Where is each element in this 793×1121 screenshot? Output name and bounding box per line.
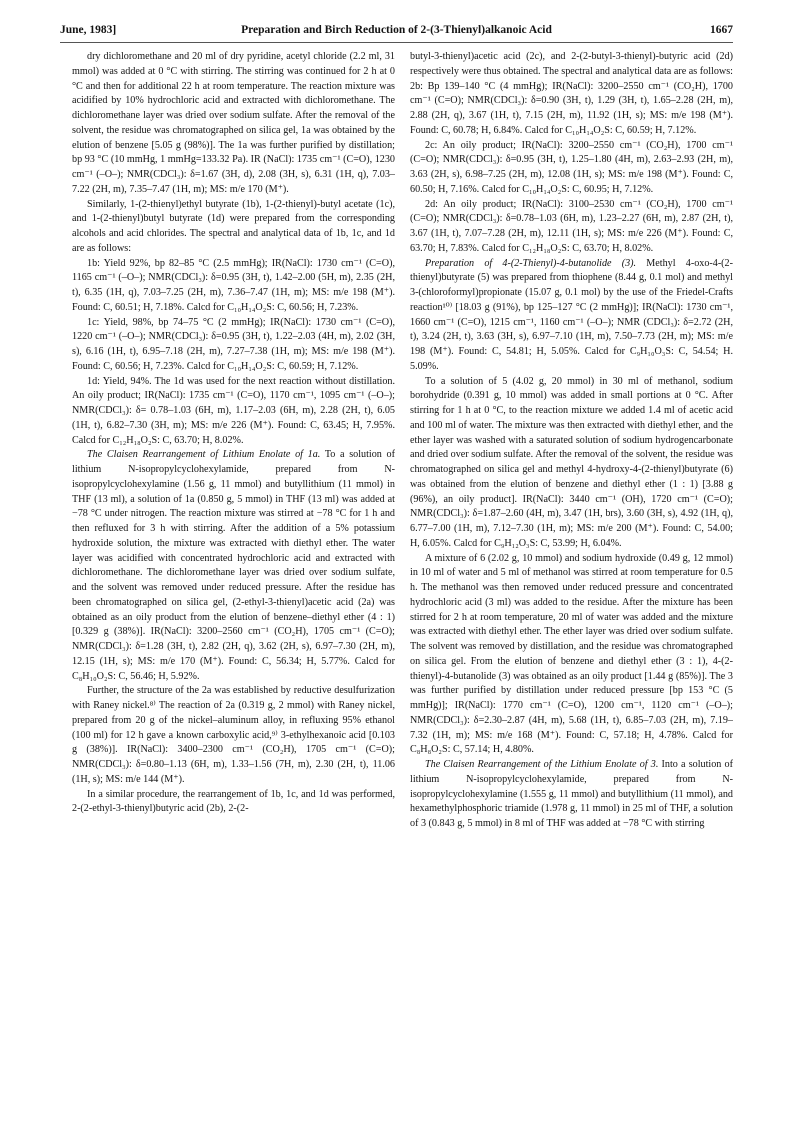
paragraph-text: 2c: An oily product; IR(NaCl): 3200–2550 cm⁻¹ (CO₂H), 1700 cm⁻¹ (C=O); NMR(CDCl₃): δ=0.95 (3H, t), 1.25–1.80 (4H, m), 2.63–2.93 (2H, m), 3.63 (2H, s), 6.98–7.25 (2H, m), 12.08 (1H, s); MS: m/e 198 (M⁺). Found: C, 60.50; H, 7.16%. Calcd for C₁₀H₁₄O₂S: C, 60.95; H, 7.12%. [410,139,733,195]
issue-date: June, 1983] [60,24,117,36]
paragraph [72,375,395,449]
right-column [410,50,733,832]
paragraph-text: Methyl 4-oxo-4-(2-thienyl)butyrate (5) was prepared from thiophene (8.44 g, 0.1 mol) and methyl 3-(chloroformyl)propionate (15.07 g, 0.1 mol) by the use of the Friedel-Crafts reaction¹⁰⁾ [18.03 g (91%), bp 125–127 °C (2 mmHg)]; IR(NaCl): 1730 cm⁻¹, 1660 cm⁻¹ (C=O), 1215 cm⁻¹, 1160 cm⁻¹ (–O–); NMR (CDCl₃): δ=2.72 (2H, t), 3.24 (2H, t), 3.63 (3H, s), 6.97–7.10 (1H, m), 7.50–7.73 (2H, m); MS: m/e 198 (M⁺). Found: C, 54.81; H, 5.05%. Calcd for C₉H₁₀O₃S: C, 54.54; H. 5.09%. [410,257,733,372]
paragraph [72,198,395,257]
left-column [72,50,395,817]
page-number: 1667 [710,24,733,36]
running-header [60,22,733,43]
paragraph [410,758,733,832]
paragraph-text: dry dichloromethane and 20 ml of dry pyridine, acetyl chloride (2.2 ml, 31 mmol) was added at 0 °C with stirring. The stirring was continued for 2 h at 0 °C and then for additional 22 h at room temperature. The reaction mixture was acidified by 10% hydrochloric acid and extracted with dichloromethane. The dichloromethane layer was dried over sodium sulfate. After the removal of the solvent, the residue was chromatographed on silica gel, 1a was obtained by the elution of benzene [5.05 g (98%)]. The 1a was further purified by distillation; bp 93 °C (10 mmHg, 1 mmHg=133.32 Pa). IR (NaCl): 1735 cm⁻¹ (C=O), 1230 cm⁻¹ (–O–); NMR(CDCl₃): δ=1.67 (3H, d), 2.08 (3H, s), 6.31 (1H, q), 7.03–7.22 (2H, m), 7.35–7.47 (1H, m); MS: m/e 170 (M⁺). [72,51,395,195]
paragraph [410,139,733,198]
paragraph [410,50,733,139]
paragraph-text: Into a solution of lithium N-isopropylcyclohexylamide, prepared from N-isopropylcyclohexylamine (1.555 g, 11 mmol) and butyllithium (11 mmol), and hexamethylphosphoric triamide (1.978 g, 11 mmol) in 25 ml of THF, a solution of 3 (0.843 g, 5 mmol) in 8 ml of THF was added at −78 °C with stirring [410,759,733,829]
paragraph [72,316,395,375]
section-heading: The Claisen Rearrangement of the Lithium Enolate of 3. [425,759,659,770]
paragraph [72,257,395,316]
paragraph-text: Similarly, 1-(2-thienyl)ethyl butyrate (1b), 1-(2-thienyl)-butyl acetate (1c), and 1-(2-thienyl)butyl butyrate (1d) were prepared from the corresponding alcohols and acid chlorides. The spectral and analytical data of 1b, 1c, and 1d are as follows: [72,198,395,254]
paragraph-text: 1d: Yield, 94%. The 1d was used for the next reaction without distillation. An oily product; IR(NaCl): 1735 cm⁻¹ (C=O), 1170 cm⁻¹, 1095 cm⁻¹ (–O–); NMR(CDCl₃): δ= 0.78–1.03 (6H, m), 1.17–2.03 (6H, m), 2.28 (2H, t), 6.05 (1H, t), 6.82–7.30 (3H, m); MS: m/e 226 (M⁺). Found: C, 63.45; H, 7.95%. Calcd for C₁₂H₁₈O₂S: C, 63.70; H, 8.02%. [72,375,395,446]
paragraph-text: To a solution of lithium N-isopropylcyclohexylamide, prepared from N-isopropylcyclohexylamine (1.56 g, 11 mmol) and butyllithium (11 mmol) in THF (13 ml), a solution of 1a (0.850 g, 5 mmol) in THF (13 ml) was added at −78 °C under nitrogen. The reaction mixture was stirred at −78 °C for 1 h and then refluxed for 3 h with stirring. After the addition of a 5% potassium hydroxide solution, the mixture was extracted with diethyl ether. The water layer was acidified with concentrated hydrochloric acid and extracted with dichloromethane. The dichloromethane layer was dried over sodium sulfate, and the solvent was removed under reduced pressure. After the residue has been chromatographed on silica gel, (2-ethyl-3-thienyl)acetic acid (2a) was obtained as an oily product from the elution of benzene–diethyl ether (4 : 1) [0.329 g (38%)]. IR(NaCl): 3200–2560 cm⁻¹ (CO₂H), 1705 cm⁻¹ (C=O); NMR(CDCl₃): δ=1.28 (3H, t), 2.82 (2H, q), 3.62 (2H, s), 6.97–7.30 (2H, m), 12.15 (1H, s); MS: m/e 170 (M⁺). Found: C, 56.34; H, 5.77%. Calcd for C₈H₁₀O₂S: C, 56.46; H, 5.92%. [72,449,395,682]
paragraph-text: 2d: An oily product; IR(NaCl): 3100–2530 cm⁻¹ (CO₂H), 1700 cm⁻¹ (C=O); NMR(CDCl₃): δ=0.78–1.03 (6H, m), 1.23–2.27 (6H, m), 2.87 (2H, t), 3.67 (1H, t), 7.07–7.28 (2H, m), 12.11 (1H, s); MS: m/e 226 (M⁺). Found: C, 63.70; H, 7.83%. Calcd for C₁₂H₁₈O₂S: C, 63.70; H, 8.02%. [410,198,733,254]
paragraph [410,375,733,552]
paragraph [72,788,395,818]
paragraph [410,257,733,375]
running-title: Preparation and Birch Reduction of 2-(3-Thienyl)alkanoic Acid [241,24,552,36]
paragraph [72,684,395,787]
paragraph [410,198,733,257]
section-heading: The Claisen Rearrangement of Lithium Enolate of 1a. [87,449,321,461]
paragraph-text: In a similar procedure, the rearrangement of 1b, 1c, and 1d was performed, 2-(2-ethyl-3-thienyl)butyric acid (2b), 2-(2- [72,788,395,815]
paragraph-text: A mixture of 6 (2.02 g, 10 mmol) and sodium hydroxide (0.49 g, 12 mmol) in 10 ml of water and 5 ml of methanol was stirred at room temperature for 0.5 h. The methanol was then removed under reduced pressure and concentrated hydrochloric acid (3 ml) was added to the residue. After the mixture has been stirred for 2 h at room temperature, 20 ml of water was added and the mixture was extracted with diethyl ether. The ether layer was dried over sodium sulfate. The solvent was removed by distillation, and the residue was chromatographed on silica gel. From the elution of benzene and diethyl ether (3 : 1), 4-(2-thienyl)-4-butanolide (3) was obtained as an oily product [1.44 g (85%)]. The 3 was further purified by distillation under reduced pressure [bp 153 °C (5 mmHg)]; IR(NaCl): 1770 cm⁻¹ (C=O), 1200 cm⁻¹, 1120 cm⁻¹ (–O–); NMR(CDCl₃): δ=2.30–2.87 (4H, m), 5.68 (1H, t), 6.85–7.03 (2H, m), 7.19–7.32 (1H, m); MS: m/e 168 (M⁺). Found: C, 57.18; H, 4.78%. Calcd for C₈H₈O₂S: C, 57.14; H, 4.80%. [410,552,733,756]
paragraph [410,552,733,759]
paragraph [72,50,395,198]
section-heading: Preparation of 4-(2-Thienyl)-4-butanolide (3). [425,257,637,269]
paragraph-text: butyl-3-thienyl)acetic acid (2c), and 2-(2-butyl-3-thienyl)-butyric acid (2d) respectively were thus obtained. The spectral and analytical data are as follows: 2b: Bp 139–140 °C (4 mmHg); IR(NaCl): 3200–2550 cm⁻¹ (CO₂H), 1700 cm⁻¹ (C=O); NMR(CDCl₃): δ=0.90 (3H, t), 1.29 (3H, t), 1.65–2.28 (2H, m), 2.88 (2H, q), 3.67 (1H, t), 7.15 (2H, m), 11.92 (1H, s); MS: m/e 198 (M⁺). Found: C, 60.78; H, 6.84%. Calcd for C₁₀H₁₄O₂S: C, 60.59; H, 7.12%. [410,51,733,136]
paragraph-text: 1c: Yield, 98%, bp 74–75 °C (2 mmHg); IR(NaCl): 1730 cm⁻¹ (C=O), 1220 cm⁻¹ (–O–); NMR(CDCl₃): δ=0.95 (3H, t), 1.22–2.03 (4H, m), 2.02 (3H, s), 6.16 (1H, t), 6.95–7.18 (2H, m), 7.27–7.38 (1H, m); MS: m/e 198 (M⁺). Found: C, 60.56; H, 7.23%. Calcd for C₁₀H₁₄O₂S: C, 60.59; H, 7.12%. [72,316,395,372]
paragraph-text: Further, the structure of the 2a was established by reductive desulfurization with Raney nickel.⁸⁾ The reaction of 2a (0.319 g, 2 mmol) with Raney nickel, prepared from 20 g of the nickel–aluminum alloy, in refluxing 95% ethanol (100 ml) for 12 h gave a known carboxylic acid,⁹⁾ 3-ethylhexanoic acid [0.103 g (38%)]. IR(NaCl): 3400–2300 cm⁻¹ (CO₂H), 1705 cm⁻¹ (C=O); NMR(CDCl₃): δ=0.80–1.13 (6H, m), 1.33–1.56 (7H, m), 2.30 (2H, t), 11.06 (1H, s); MS: m/e 144 (M⁺). [72,685,395,785]
paragraph-text: 1b: Yield 92%, bp 82–85 °C (2.5 mmHg); IR(NaCl): 1730 cm⁻¹ (C=O), 1165 cm⁻¹ (–O–); NMR(CDCl₃): δ=0.95 (3H, t), 1.42–2.00 (5H, m), 2.35 (2H, t), 6.35 (1H, q), 7.03–7.25 (2H, m), 7.36–7.47 (1H, m); MS: m/e 198 (M⁺). Found: C, 60.51; H, 7.18%. Calcd for C₁₀H₁₄O₂S: C, 60.56; H, 7.23%. [72,257,395,313]
paragraph-text: To a solution of 5 (4.02 g, 20 mmol) in 30 ml of methanol, sodium borohydride (0.391 g, 10 mmol) was added in small portions at 0 °C. After stirring for 1 h at 0 °C, to the reaction mixture we added 1.4 ml of acetic acid and 100 ml of water. The mixture was then extracted with diethyl ether, and the ether layer was washed with a saturated solution of sodium hydrogencarbonate and dried over sodium sulfate. After the removal of the solvent, the residue was chromatographed on silica gel and methyl 4-hydroxy-4-(2-thienyl)butyrate (6) was obtained from the elution of benzene and diethyl ether (1 : 1) [3.88 g (96%), an oily product]. IR(NaCl): 3440 cm⁻¹ (OH), 1720 cm⁻¹ (C=O); NMR(CDCl₃): δ=1.87–2.60 (4H, m), 3.47 (1H, brs), 3.60 (3H, s), 4.92 (1H, q), 6.77–7.00 (1H, m), 7.12–7.30 (1H, m); MS: m/e 200 (M⁺). Found: C, 54.00; H, 6.05%. Calcd for C₉H₁₂O₃S: C, 53.99; H, 6.04%. [410,375,733,549]
paragraph [72,448,395,684]
